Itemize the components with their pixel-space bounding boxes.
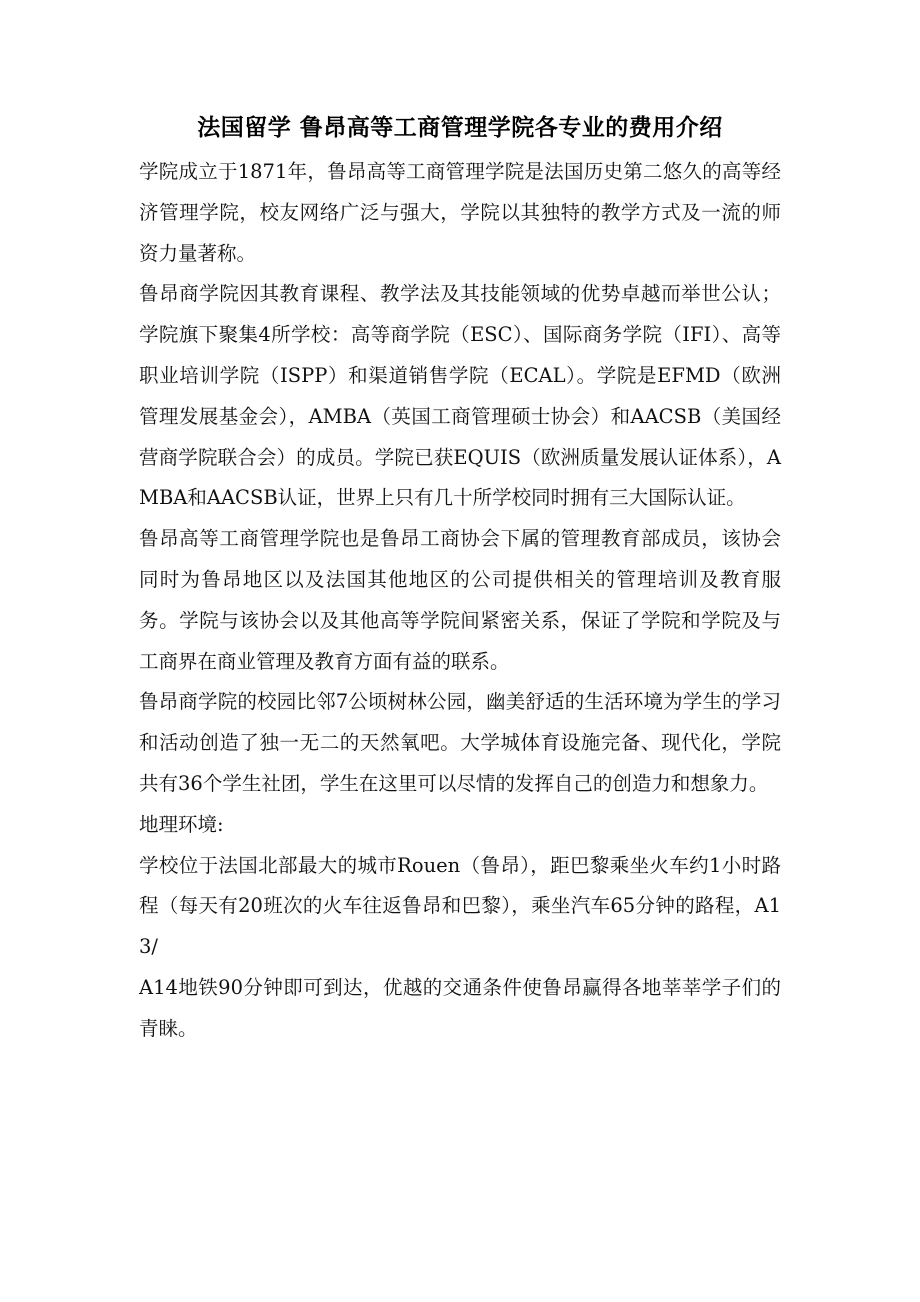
- paragraph-location-heading: 地理环境:: [139, 812, 224, 836]
- paragraph-history: 学院成立于1871年，鲁昂高等工商管理学院是法国历史第二悠久的高等经济管理学院，校友网络广泛与强大，学院以其独特的教学方式及一流的师资力量著称。: [139, 160, 781, 265]
- paragraph-transport: A14地铁90分钟即可到达，优越的交通条件使鲁昂赢得各地莘莘学子们的青睐。: [139, 975, 781, 1040]
- paragraph-location: 学校位于法国北部最大的城市Rouen（鲁昂），距巴黎乘坐火车约1小时路程（每天有20班次的火车往返鲁昂和巴黎），乘坐汽车65分钟的路程，A13/: [139, 853, 781, 959]
- document-body: [139, 152, 781, 1050]
- paragraph-campus: 鲁昂商学院的校园比邻7公顷树林公园，幽美舒适的生活环境为学生的学习和活动创造了独一无二的天然氧吧。大学城体育设施完备、现代化，学院共有36个学生社团，学生在这里可以尽情的发挥自己的创造力和想象力。: [139, 690, 781, 795]
- paragraph-accreditation: 鲁昂商学院因其教育课程、教学法及其技能领域的优势卓越而举世公认；学院旗下聚集4所学校：高等商学院（ESC）、国际商务学院（IFI）、高等职业培训学院（ISPP）和渠道销售学院（ECAL）。学院是EFMD（欧洲管理发展基金会），AMBA（英国工商管理硕士协会）和AACSB（美国经营商学院联合会）的成员。学院已获EQUIS（欧洲质量发展认证体系），AMBA和AACSB认证，世界上只有几十所学校同时拥有三大国际认证。: [139, 282, 781, 510]
- paragraph-membership: 鲁昂高等工商管理学院也是鲁昂工商协会下属的管理教育部成员，该协会同时为鲁昂地区以及法国其他地区的公司提供相关的管理培训及教育服务。学院与该协会以及其他高等学院间紧密关系，保证了学院和学院及与工商界在商业管理及教育方面有益的联系。: [139, 527, 781, 673]
- document-title: 法国留学 鲁昂高等工商管理学院各专业的费用介绍: [197, 115, 723, 141]
